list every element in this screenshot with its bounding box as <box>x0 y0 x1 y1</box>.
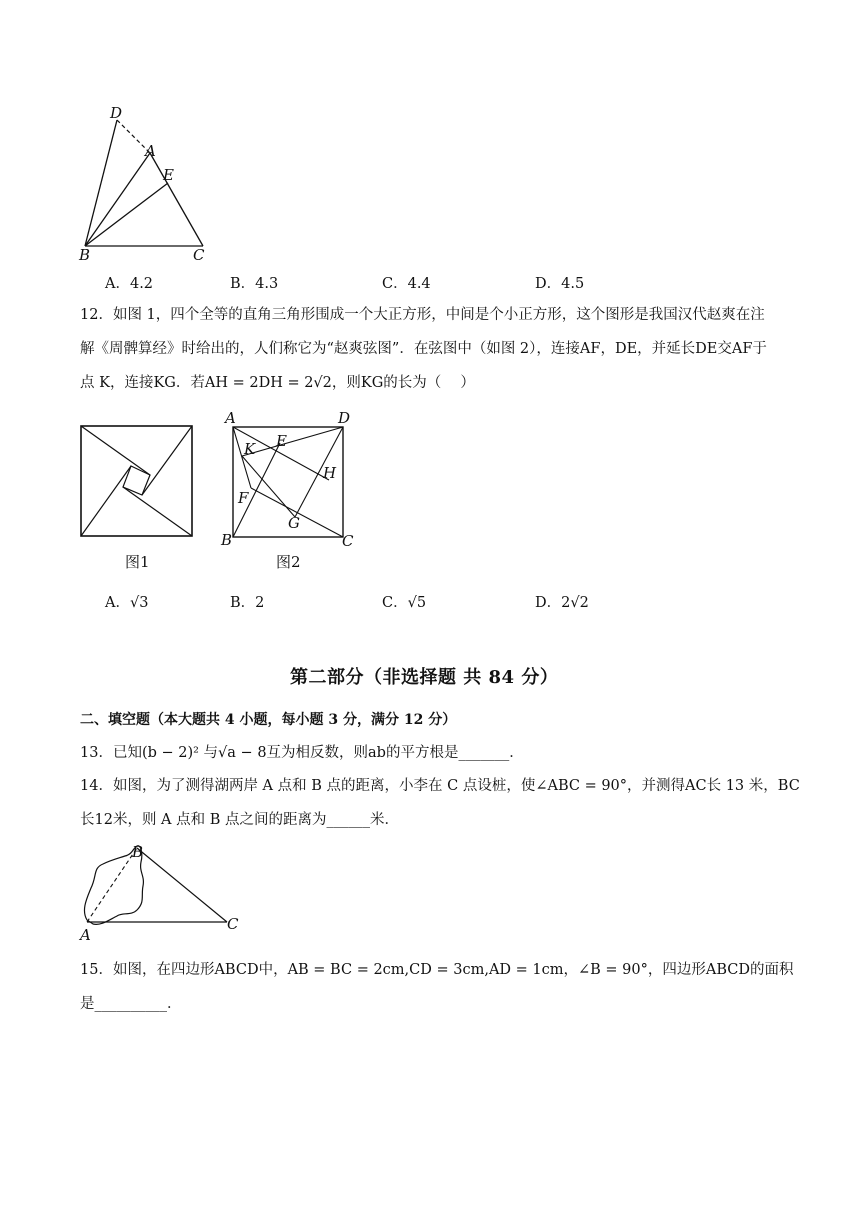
q14-line-2: 长12米，则 A 点和 B 点之间的距离为______米． <box>80 812 400 828</box>
label-C: C <box>193 246 205 264</box>
label-B: B <box>79 246 91 264</box>
q11-option-a: A．4.2 <box>105 276 154 292</box>
label-E: E <box>163 166 174 184</box>
section-2-title: 二、填空题（本大题共 4 小题，每小题 3 分，满分 12 分） <box>80 712 457 728</box>
q11-option-d: D．4.5 <box>535 276 585 292</box>
q12-option-d: D．2√2 <box>535 595 589 611</box>
label-D: D <box>110 104 123 122</box>
q15-line-1: 15．如图，在四边形ABCD中，AB = BC = 2cm,CD = 3cm,AD = 1cm，∠B = 90°，四边形ABCD的面积 <box>80 962 794 978</box>
q12-option-a: A．√3 <box>105 595 149 611</box>
label-A: A <box>225 409 236 427</box>
label-H: H <box>323 464 337 482</box>
label-A: A <box>145 142 156 160</box>
figure-2-caption: 图2 <box>276 553 301 571</box>
label-G: G <box>288 514 300 532</box>
label-E: E <box>276 432 287 450</box>
label-A: A <box>80 926 91 944</box>
label-F: F <box>238 489 249 507</box>
label-B: B <box>221 531 233 549</box>
part-2-heading: 第二部分（非选择题 共 84 分） <box>290 667 559 688</box>
label-B: B <box>132 843 144 861</box>
figure-1-caption: 图1 <box>125 553 150 571</box>
q12-option-c: C．√5 <box>382 595 427 611</box>
label-K: K <box>244 440 256 458</box>
q11-option-c: C．4.4 <box>382 276 431 292</box>
label-D: D <box>338 409 351 427</box>
q11-option-b: B．4.3 <box>230 276 279 292</box>
figure-q12-zhao-shuang-1 <box>80 425 195 540</box>
q13-text: 13．已知(b − 2)² 与√a − 8互为相反数，则ab的平方根是_______． <box>80 745 524 761</box>
figure-q11-triangle <box>70 98 220 268</box>
q12-line-1: 12．如图 1，四个全等的直角三角形围成一个大正方形，中间是个小正方形，这个图形是我国汉代赵爽在注 <box>80 307 765 323</box>
figure-q14-lake <box>75 840 250 945</box>
label-C: C <box>227 915 239 933</box>
q14-line-1: 14．如图，为了测得湖两岸 A 点和 B 点的距离，小李在 C 点设桩，使∠ABC = 90°，并测得AC长 13 米，BC <box>80 778 800 794</box>
label-C: C <box>342 532 354 550</box>
q12-line-3: 点 K，连接KG．若AH = 2DH = 2√2，则KG的长为（ ） <box>80 375 475 391</box>
q12-option-b: B．2 <box>230 595 265 611</box>
figure-q12-zhao-shuang-2 <box>218 405 363 550</box>
q12-line-2: 解《周髀算经》时给出的，人们称它为“赵爽弦图”．在弦图中（如图 2），连接AF，DE，并延长DE交AF于 <box>80 341 767 357</box>
q15-line-2: 是__________． <box>80 996 182 1012</box>
